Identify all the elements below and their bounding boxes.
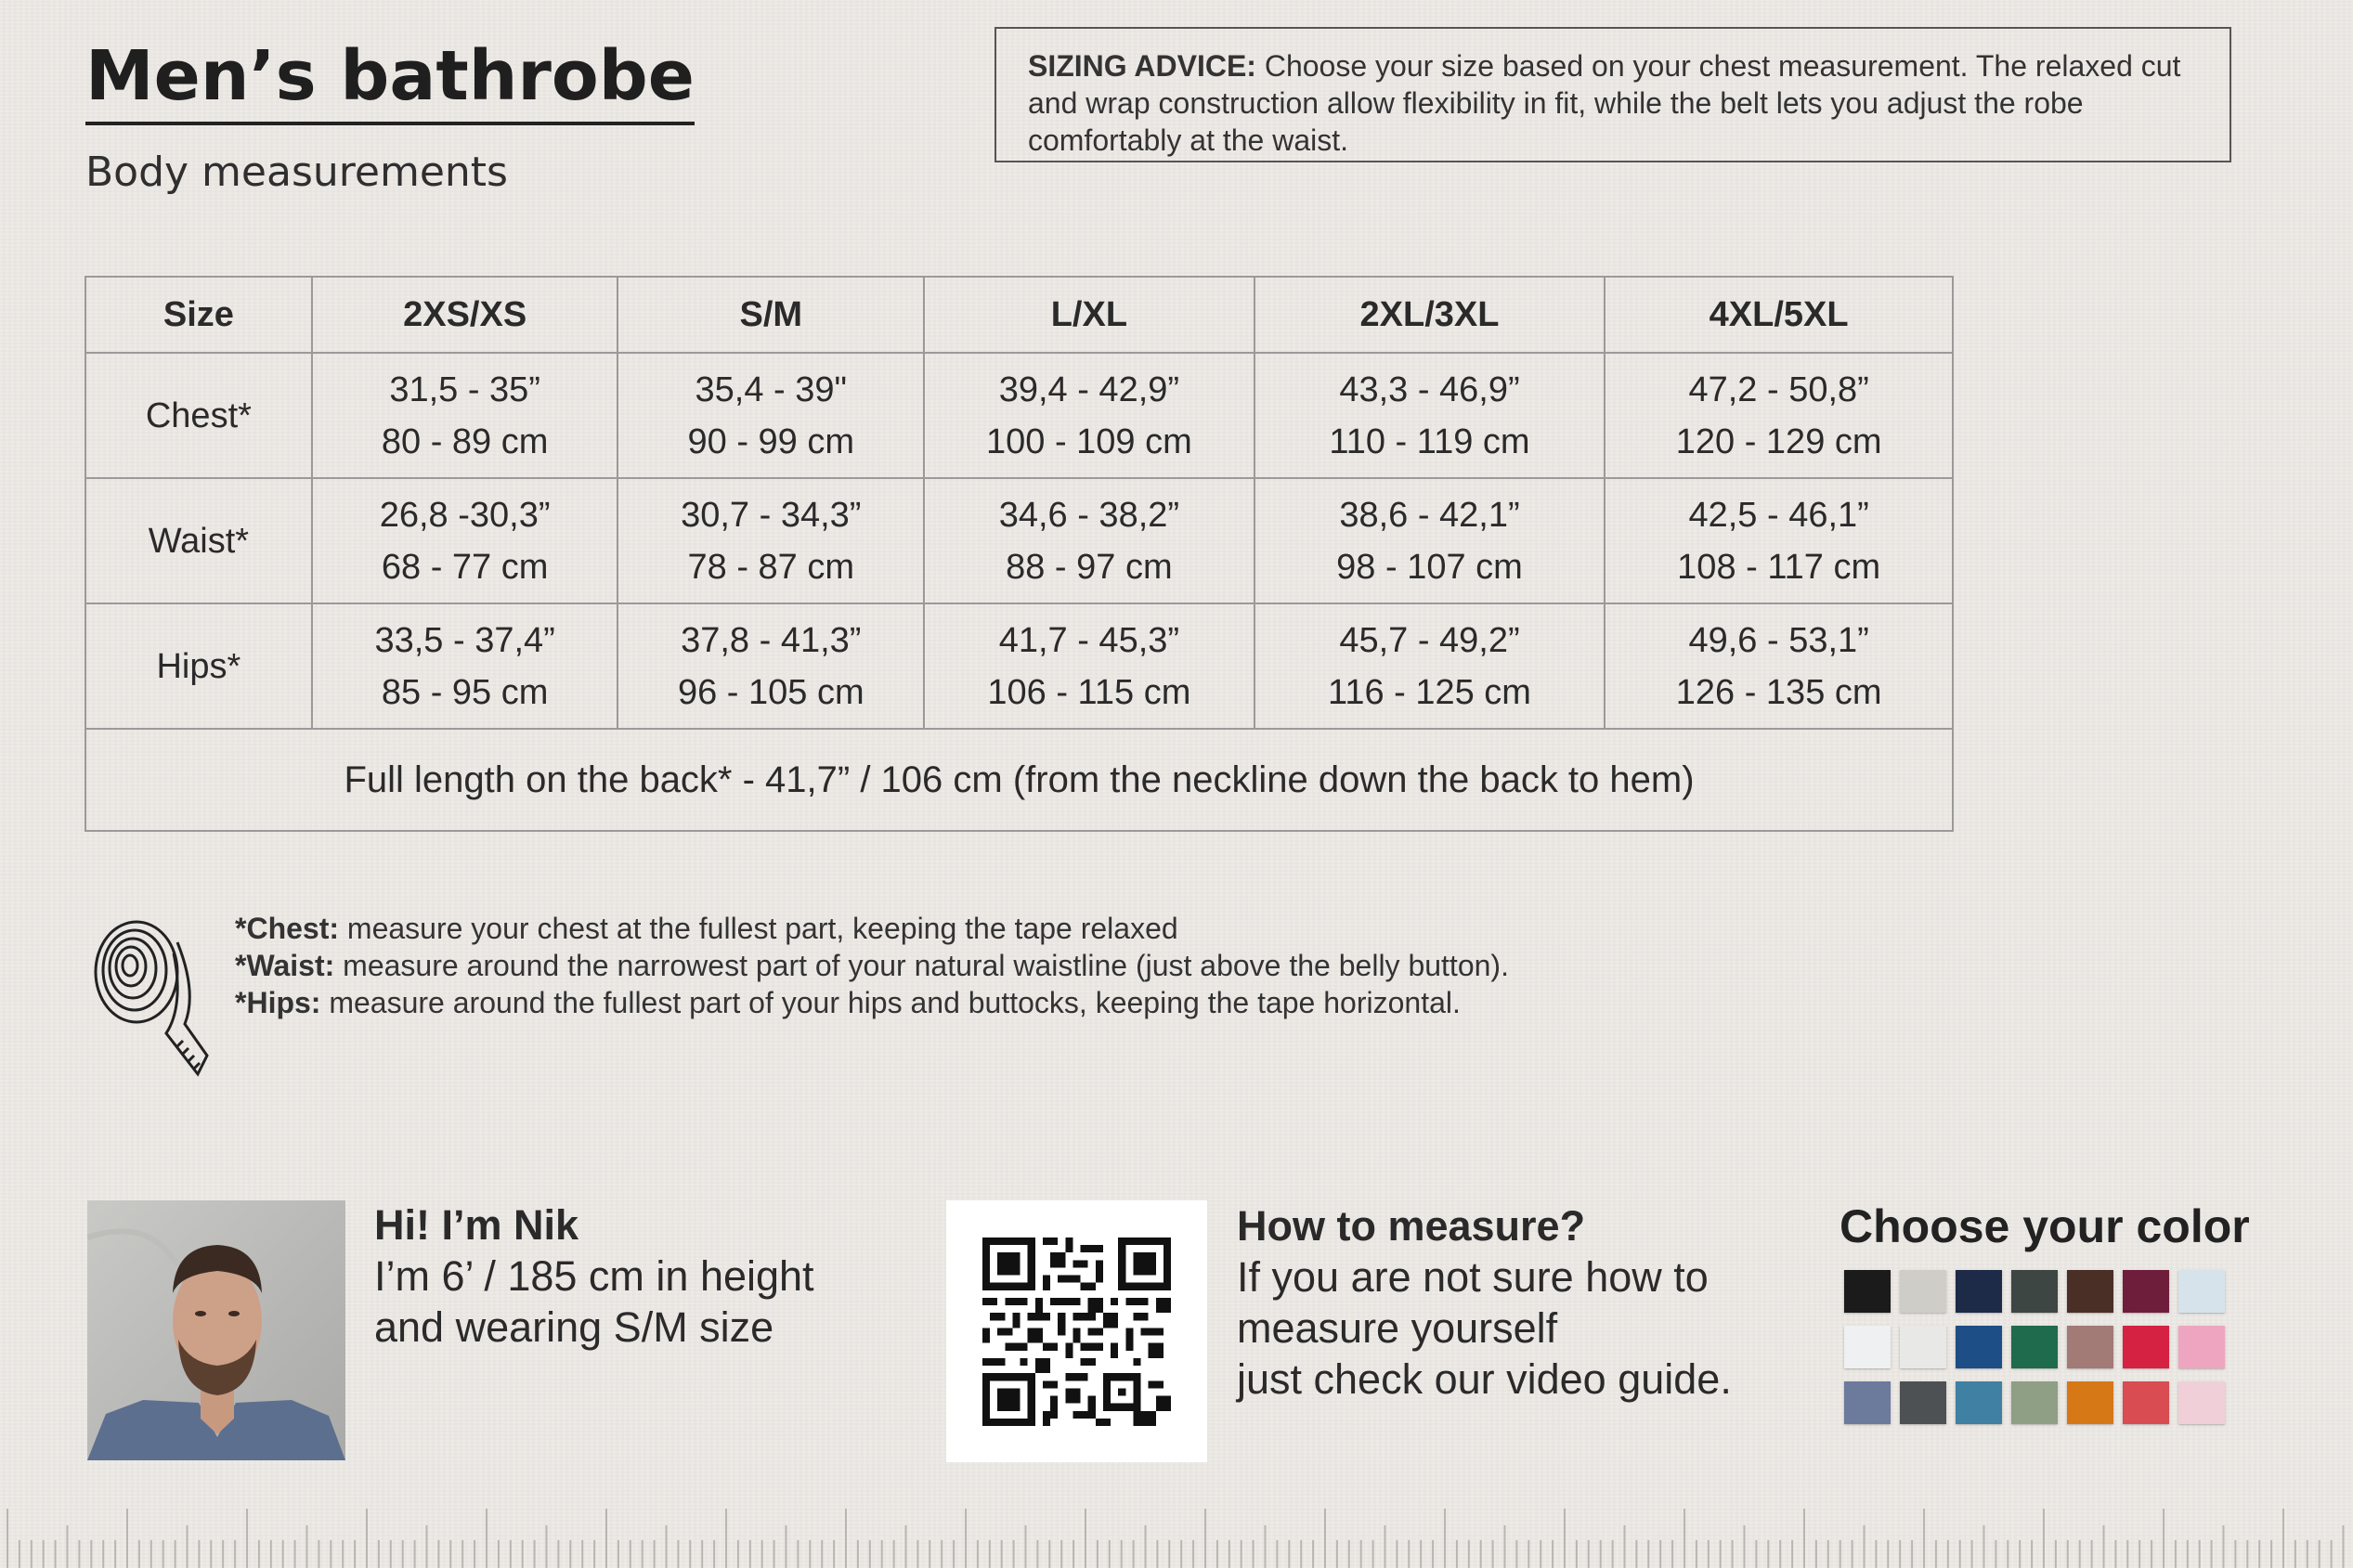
- color-swatch[interactable]: [1844, 1381, 1891, 1424]
- how-to-measure: [1237, 1200, 1732, 1405]
- table-cell: [312, 353, 618, 478]
- howto-line: If you are not sure how to: [1237, 1253, 1709, 1301]
- table-cell: [924, 353, 1254, 478]
- cell-cm: 116 - 125 cm: [1328, 672, 1531, 712]
- cell-inches: 35,4 - 39": [695, 369, 848, 409]
- header-l-xl: L/XL: [924, 277, 1254, 353]
- note-term: *Waist:: [235, 949, 335, 982]
- row-label-chest: Chest*: [85, 353, 312, 478]
- cell-inches: 43,3 - 46,9”: [1339, 369, 1520, 409]
- note-term: *Hips:: [235, 986, 321, 1019]
- size-table: [84, 276, 1954, 832]
- color-swatch[interactable]: [2011, 1326, 2058, 1368]
- ruler-decoration: [0, 1495, 2353, 1568]
- color-swatch[interactable]: [2178, 1381, 2225, 1424]
- table-cell: [1605, 353, 1953, 478]
- table-cell: [1254, 478, 1606, 603]
- measurement-notes: [235, 910, 1509, 1021]
- row-full-length: [85, 729, 1953, 831]
- color-swatch[interactable]: [1956, 1381, 2002, 1424]
- full-length-note: Full length on the back* - 41,7” / 106 cm (from the neckline down the back to hem): [85, 729, 1953, 831]
- cell-inches: 26,8 -30,3”: [379, 495, 551, 535]
- cell-inches: 39,4 - 42,9”: [998, 369, 1180, 409]
- model-greeting: Hi! I’m Nik: [374, 1201, 579, 1249]
- color-swatch[interactable]: [2011, 1270, 2058, 1313]
- table-cell: [1254, 603, 1606, 729]
- color-swatch[interactable]: [1844, 1326, 1891, 1368]
- cell-inches: 49,6 - 53,1”: [1688, 620, 1869, 660]
- cell-inches: 47,2 - 50,8”: [1688, 369, 1869, 409]
- color-swatch[interactable]: [2011, 1381, 2058, 1424]
- color-swatch[interactable]: [1900, 1270, 1946, 1313]
- cell-inches: 42,5 - 46,1”: [1688, 495, 1869, 535]
- measuring-tape-icon: [88, 914, 209, 1082]
- howto-title: How to measure?: [1237, 1202, 1586, 1250]
- header-2xs-xs: 2XS/XS: [312, 277, 618, 353]
- cell-inches: 38,6 - 42,1”: [1339, 495, 1520, 535]
- color-swatch[interactable]: [2067, 1326, 2113, 1368]
- cell-cm: 110 - 119 cm: [1329, 421, 1530, 461]
- cell-cm: 80 - 89 cm: [381, 421, 549, 461]
- qr-code-box[interactable]: [946, 1200, 1207, 1462]
- model-size: and wearing S/M size: [374, 1303, 774, 1351]
- row-waist: [85, 478, 1953, 603]
- howto-line: just check our video guide.: [1237, 1355, 1732, 1403]
- color-swatch[interactable]: [1844, 1270, 1891, 1313]
- note-waist: [235, 947, 1509, 984]
- note-text: measure around the narrowest part of your natural waistline (just above the belly button).: [334, 949, 1509, 982]
- cell-cm: 78 - 87 cm: [687, 547, 855, 587]
- page-title: Men’s bathrobe: [85, 37, 695, 125]
- cell-cm: 106 - 115 cm: [987, 672, 1191, 712]
- color-swatch[interactable]: [2123, 1270, 2169, 1313]
- table-cell: [312, 478, 618, 603]
- cell-cm: 100 - 109 cm: [985, 421, 1192, 461]
- cell-inches: 34,6 - 38,2”: [998, 495, 1180, 535]
- table-cell: [924, 603, 1254, 729]
- qr-code[interactable]: [982, 1238, 1171, 1426]
- color-swatch[interactable]: [1956, 1270, 2002, 1313]
- cell-cm: 120 - 129 cm: [1675, 421, 1882, 461]
- page-subtitle: Body measurements: [85, 149, 508, 196]
- table-cell: [924, 478, 1254, 603]
- cell-inches: 41,7 - 45,3”: [998, 620, 1180, 660]
- row-hips: [85, 603, 1953, 729]
- cell-cm: 98 - 107 cm: [1336, 547, 1523, 587]
- note-text: measure your chest at the fullest part, keeping the tape relaxed: [339, 912, 1178, 945]
- model-photo: [87, 1200, 345, 1460]
- cell-inches: 45,7 - 49,2”: [1339, 620, 1520, 660]
- color-swatch[interactable]: [2067, 1381, 2113, 1424]
- color-swatch[interactable]: [2123, 1326, 2169, 1368]
- cell-inches: 31,5 - 35”: [389, 369, 540, 409]
- cell-inches: 37,8 - 41,3”: [681, 620, 862, 660]
- cell-cm: 68 - 77 cm: [381, 547, 549, 587]
- color-swatch[interactable]: [2178, 1270, 2225, 1313]
- cell-cm: 90 - 99 cm: [687, 421, 855, 461]
- note-hips: [235, 984, 1509, 1021]
- sizing-advice-text: Choose your size based on your chest measurement. The relaxed cut and wrap construction allow flexibility in fit, while the belt lets you adjust the robe comfortably at the waist.: [1028, 49, 2181, 157]
- table-cell: [618, 478, 924, 603]
- cell-cm: 126 - 135 cm: [1675, 672, 1882, 712]
- note-chest: [235, 910, 1509, 947]
- header-size: Size: [85, 277, 312, 353]
- table-cell: [618, 603, 924, 729]
- cell-cm: 85 - 95 cm: [381, 672, 549, 712]
- color-swatch[interactable]: [1900, 1326, 1946, 1368]
- row-chest: [85, 353, 1953, 478]
- table-cell: [1605, 478, 1953, 603]
- howto-line: measure yourself: [1237, 1304, 1558, 1352]
- sizing-advice-box: [994, 27, 2231, 162]
- color-swatch[interactable]: [2123, 1381, 2169, 1424]
- cell-inches: 30,7 - 34,3”: [681, 495, 862, 535]
- cell-cm: 88 - 97 cm: [1006, 547, 1173, 587]
- color-swatch[interactable]: [2178, 1326, 2225, 1368]
- color-swatch[interactable]: [1956, 1326, 2002, 1368]
- color-swatch-grid: [1844, 1270, 2229, 1424]
- cell-cm: 108 - 117 cm: [1677, 547, 1881, 587]
- color-swatch[interactable]: [2067, 1270, 2113, 1313]
- color-picker-title: Choose your color: [1840, 1200, 2250, 1252]
- cell-inches: 33,5 - 37,4”: [374, 620, 555, 660]
- cell-cm: 96 - 105 cm: [677, 672, 864, 712]
- row-label-waist: Waist*: [85, 478, 312, 603]
- size-header-row: [85, 277, 1953, 353]
- note-term: *Chest:: [235, 912, 340, 945]
- table-cell: [1254, 353, 1606, 478]
- header-2xl-3xl: 2XL/3XL: [1254, 277, 1606, 353]
- header-4xl-5xl: 4XL/5XL: [1605, 277, 1953, 353]
- header-s-m: S/M: [618, 277, 924, 353]
- row-label-hips: Hips*: [85, 603, 312, 729]
- table-cell: [1605, 603, 1953, 729]
- model-height: I’m 6’ / 185 cm in height: [374, 1252, 814, 1300]
- table-cell: [618, 353, 924, 478]
- sizing-advice-label: SIZING ADVICE:: [1028, 49, 1256, 83]
- table-cell: [312, 603, 618, 729]
- model-info: [374, 1199, 814, 1353]
- color-swatch[interactable]: [1900, 1381, 1946, 1424]
- note-text: measure around the fullest part of your hips and buttocks, keeping the tape horizontal.: [320, 986, 1461, 1019]
